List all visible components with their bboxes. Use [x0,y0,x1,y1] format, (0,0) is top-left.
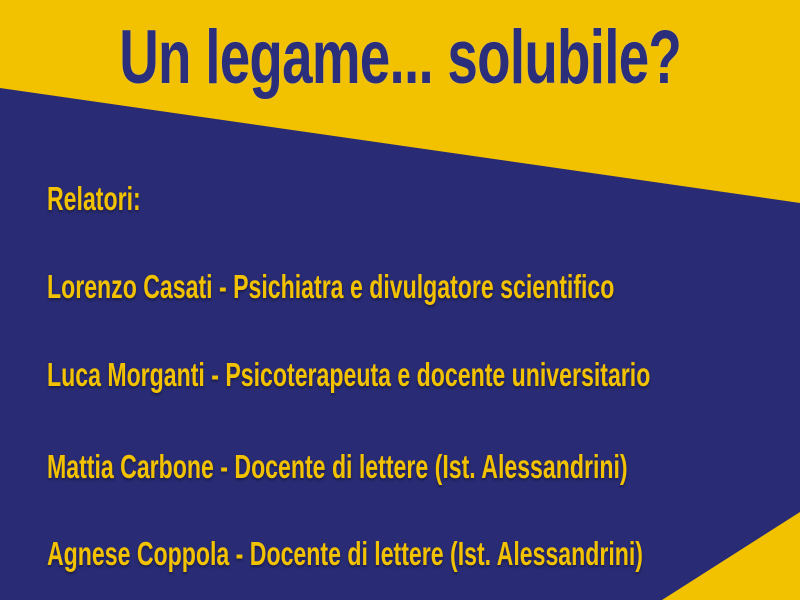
speaker-line-luca-morganti: Luca Morganti - Psicoterapeuta e docente universitario [47,356,651,393]
speaker-line-mattia-carbone: Mattia Carbone - Docente di lettere (Ist. Alessandrini) [47,448,628,485]
bottom-right-yellow-triangle [662,512,800,600]
speaker-line-lorenzo-casati: Lorenzo Casati - Psichiatra e divulgatore scientifico [47,268,615,305]
speaker-line-agnese-coppola: Agnese Coppola - Docente di lettere (Ist. Alessandrini) [47,535,644,572]
relatori-heading: Relatori: [47,180,141,217]
slide-title: Un legame... solubile? [119,15,681,100]
title-container [0,15,800,100]
